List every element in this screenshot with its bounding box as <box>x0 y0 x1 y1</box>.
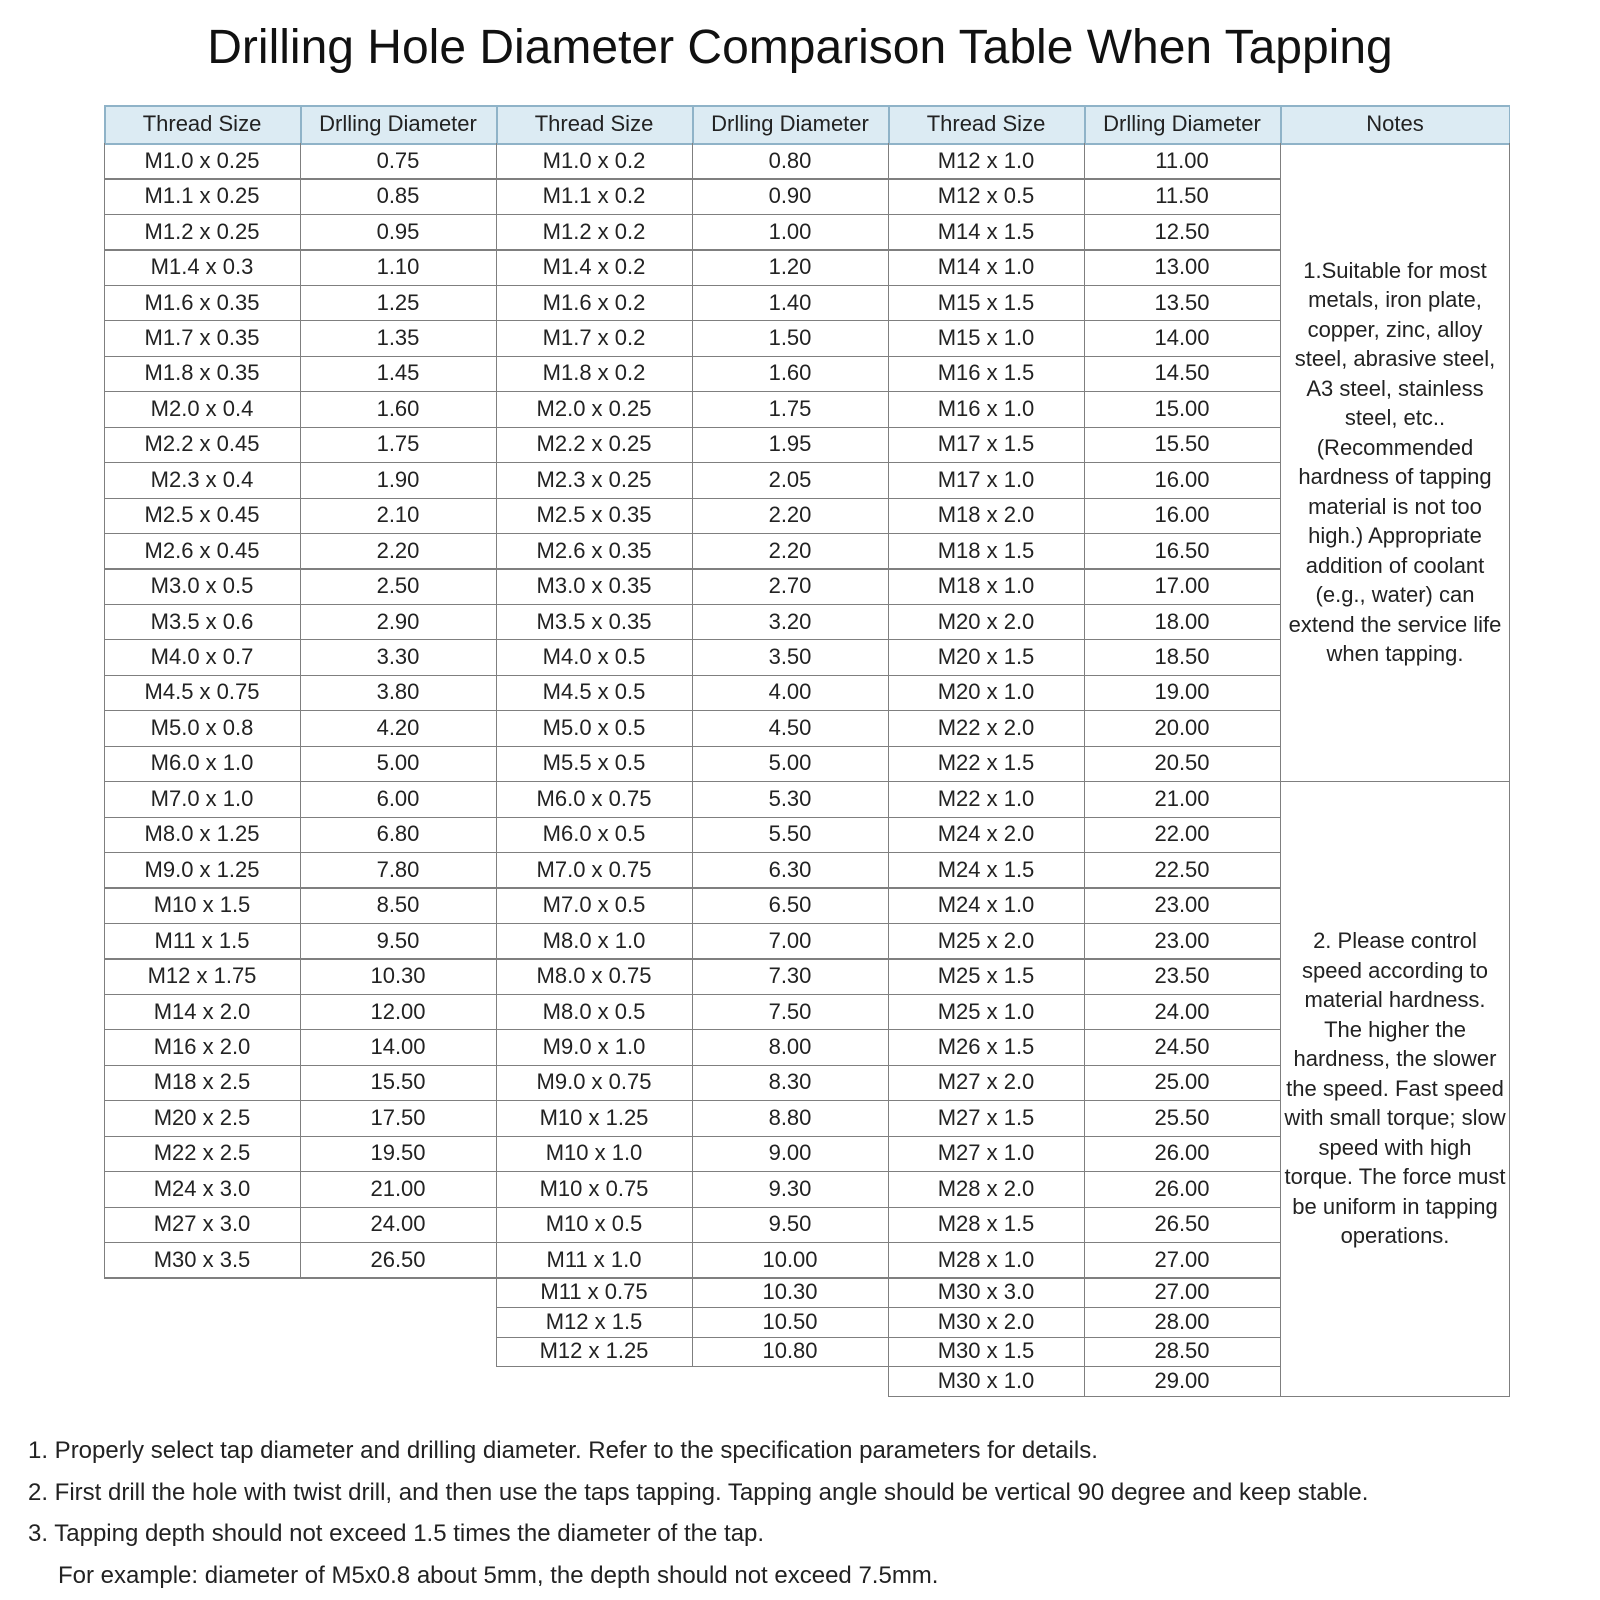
drilling-diameter-cell: 17.50 <box>370 1104 426 1130</box>
drilling-diameter-cell: 25.50 <box>1154 1104 1210 1130</box>
thread-size-cell: M9.0 x 0.75 <box>536 1069 652 1095</box>
drilling-diameter-cell: 2.50 <box>376 573 420 599</box>
drilling-diameter-cell: 16.00 <box>1154 502 1210 528</box>
thread-size-cell: M2.3 x 0.25 <box>536 466 652 492</box>
instruction-3: 3. Tapping depth should not exceed 1.5 times the diameter of the tap. <box>28 1520 765 1547</box>
thread-size-cell: M5.0 x 0.8 <box>150 714 254 740</box>
grid-line <box>888 105 890 143</box>
drilling-diameter-cell: 0.80 <box>768 147 812 173</box>
grid-line <box>692 105 694 143</box>
drilling-diameter-cell: 1.25 <box>376 289 420 315</box>
drilling-diameter-cell: 2.20 <box>376 537 420 563</box>
thread-size-cell: M1.2 x 0.2 <box>542 218 646 244</box>
grid-line <box>888 143 889 1396</box>
page-title: Drilling Hole Diameter Comparison Table When Tapping <box>207 21 1393 74</box>
drilling-diameter-cell: 4.50 <box>768 714 812 740</box>
drilling-diameter-cell: 7.50 <box>768 998 812 1024</box>
grid-line <box>888 1396 1280 1397</box>
drilling-diameter-cell: 1.45 <box>376 360 420 386</box>
thread-size-cell: M5.0 x 0.5 <box>542 714 646 740</box>
drilling-diameter-cell: 26.50 <box>370 1246 426 1272</box>
drilling-diameter-cell: 1.50 <box>768 324 812 350</box>
column-header: Thread Size <box>496 105 692 143</box>
thread-size-cell: M3.0 x 0.35 <box>536 573 652 599</box>
thread-size-cell: M27 x 3.0 <box>153 1211 251 1237</box>
drilling-diameter-cell: 18.00 <box>1154 608 1210 634</box>
thread-size-cell: M10 x 1.5 <box>153 892 251 918</box>
thread-size-cell: M4.5 x 0.5 <box>542 679 646 705</box>
thread-size-cell: M2.0 x 0.25 <box>536 395 652 421</box>
drilling-diameter-cell: 8.80 <box>768 1104 812 1130</box>
drilling-diameter-cell: 7.80 <box>376 856 420 882</box>
thread-size-cell: M9.0 x 1.25 <box>144 856 260 882</box>
thread-size-cell: M1.4 x 0.3 <box>150 254 254 280</box>
drilling-diameter-cell: 16.50 <box>1154 537 1210 563</box>
drilling-diameter-cell: 26.00 <box>1154 1175 1210 1201</box>
grid-line <box>1084 105 1086 143</box>
thread-size-cell: M12 x 1.5 <box>545 1308 643 1334</box>
column-header: Notes <box>1280 105 1510 143</box>
thread-size-cell: M2.6 x 0.35 <box>536 537 652 563</box>
note-2: 2. Please control speed according to material hardness. The higher the hardness, the slower the speed. Fast speed with small torque; slow speed with high torque. The force must be uniform in tapping operations. <box>1284 928 1506 1249</box>
drilling-diameter-cell: 6.30 <box>768 856 812 882</box>
grid-line <box>104 143 105 1277</box>
drilling-diameter-cell: 4.20 <box>376 714 420 740</box>
drilling-diameter-cell: 28.00 <box>1154 1308 1210 1334</box>
drilling-diameter-cell: 21.00 <box>370 1175 426 1201</box>
drilling-diameter-cell: 6.00 <box>376 785 420 811</box>
thread-size-cell: M2.2 x 0.45 <box>144 431 260 457</box>
drilling-diameter-cell: 10.00 <box>762 1246 818 1272</box>
drilling-diameter-cell: 12.00 <box>370 998 426 1024</box>
drilling-diameter-cell: 3.50 <box>768 644 812 670</box>
thread-size-cell: M1.8 x 0.2 <box>542 360 646 386</box>
thread-size-cell: M14 x 1.0 <box>937 254 1035 280</box>
thread-size-cell: M4.0 x 0.7 <box>150 644 254 670</box>
thread-size-cell: M1.8 x 0.35 <box>144 360 260 386</box>
thread-size-cell: M27 x 2.0 <box>937 1069 1035 1095</box>
thread-size-cell: M8.0 x 1.0 <box>542 927 646 953</box>
thread-size-cell: M17 x 1.0 <box>937 466 1035 492</box>
drilling-diameter-cell: 10.30 <box>762 1279 818 1305</box>
thread-size-cell: M12 x 1.75 <box>147 963 257 989</box>
thread-size-cell: M24 x 1.0 <box>937 892 1035 918</box>
thread-size-cell: M2.3 x 0.4 <box>150 466 254 492</box>
thread-size-cell: M2.2 x 0.25 <box>536 431 652 457</box>
drilling-diameter-cell: 9.50 <box>376 927 420 953</box>
drilling-diameter-cell: 21.00 <box>1154 785 1210 811</box>
drilling-diameter-cell: 15.50 <box>1154 431 1210 457</box>
thread-size-cell: M6.0 x 0.5 <box>542 821 646 847</box>
thread-size-cell: M1.2 x 0.25 <box>144 218 260 244</box>
thread-size-cell: M16 x 1.5 <box>937 360 1035 386</box>
thread-size-cell: M2.0 x 0.4 <box>150 395 254 421</box>
thread-size-cell: M2.5 x 0.45 <box>144 502 260 528</box>
thread-size-cell: M30 x 3.0 <box>937 1279 1035 1305</box>
thread-size-cell: M8.0 x 1.25 <box>144 821 260 847</box>
thread-size-cell: M22 x 2.0 <box>937 714 1035 740</box>
drilling-diameter-cell: 27.00 <box>1154 1246 1210 1272</box>
drilling-diameter-cell: 5.50 <box>768 821 812 847</box>
thread-size-cell: M20 x 1.0 <box>937 679 1035 705</box>
grid-line <box>1509 105 1511 143</box>
thread-size-cell: M25 x 1.5 <box>937 963 1035 989</box>
thread-size-cell: M11 x 1.5 <box>154 927 250 953</box>
drilling-diameter-cell: 3.20 <box>768 608 812 634</box>
drilling-diameter-cell: 11.50 <box>1155 183 1209 209</box>
drilling-diameter-cell: 1.95 <box>768 431 812 457</box>
grid-line <box>104 1277 496 1278</box>
grid-line <box>300 105 302 143</box>
thread-size-cell: M24 x 2.0 <box>937 821 1035 847</box>
drilling-diameter-cell: 22.00 <box>1154 821 1210 847</box>
drilling-diameter-cell: 13.00 <box>1154 254 1210 280</box>
column-header: Drlling Diameter <box>1084 105 1280 143</box>
drilling-diameter-cell: 3.80 <box>376 679 420 705</box>
thread-size-cell: M15 x 1.0 <box>937 324 1035 350</box>
thread-size-cell: M10 x 0.75 <box>539 1175 649 1201</box>
drilling-diameter-cell: 25.00 <box>1154 1069 1210 1095</box>
drilling-diameter-cell: 20.00 <box>1154 714 1210 740</box>
drilling-diameter-cell: 2.10 <box>376 502 420 528</box>
grid-line <box>1280 143 1281 1396</box>
thread-size-cell: M1.1 x 0.25 <box>144 183 260 209</box>
drilling-diameter-cell: 2.20 <box>768 537 812 563</box>
drilling-diameter-cell: 8.00 <box>768 1033 812 1059</box>
thread-size-cell: M6.0 x 1.0 <box>150 750 254 776</box>
drilling-diameter-cell: 1.00 <box>768 218 812 244</box>
drilling-diameter-cell: 5.00 <box>376 750 420 776</box>
drilling-diameter-cell: 14.00 <box>1154 324 1210 350</box>
drilling-diameter-cell: 2.20 <box>768 502 812 528</box>
thread-size-cell: M18 x 2.0 <box>937 502 1035 528</box>
thread-size-cell: M24 x 3.0 <box>153 1175 251 1201</box>
thread-size-cell: M20 x 2.5 <box>153 1104 251 1130</box>
thread-size-cell: M1.0 x 0.2 <box>542 147 646 173</box>
grid-line <box>496 143 497 1366</box>
drilling-diameter-cell: 6.50 <box>768 892 812 918</box>
instructions-list <box>28 1430 1588 1596</box>
thread-size-cell: M24 x 1.5 <box>937 856 1035 882</box>
thread-size-cell: M26 x 1.5 <box>937 1033 1035 1059</box>
drilling-diameter-cell: 23.50 <box>1154 963 1210 989</box>
thread-size-cell: M4.0 x 0.5 <box>542 644 646 670</box>
drilling-diameter-cell: 2.05 <box>768 466 812 492</box>
drilling-diameter-cell: 15.50 <box>370 1069 426 1095</box>
thread-size-cell: M12 x 1.0 <box>937 147 1035 173</box>
thread-size-cell: M11 x 1.0 <box>546 1246 642 1272</box>
drilling-diameter-cell: 24.00 <box>370 1211 426 1237</box>
thread-size-cell: M3.0 x 0.5 <box>150 573 254 599</box>
grid-line <box>1084 143 1085 1396</box>
thread-size-cell: M28 x 2.0 <box>937 1175 1035 1201</box>
thread-size-cell: M20 x 2.0 <box>937 608 1035 634</box>
column-header: Thread Size <box>104 105 300 143</box>
drilling-diameter-cell: 3.30 <box>376 644 420 670</box>
drilling-diameter-cell: 9.50 <box>768 1211 812 1237</box>
thread-size-cell: M28 x 1.0 <box>937 1246 1035 1272</box>
thread-size-cell: M12 x 0.5 <box>937 183 1035 209</box>
drilling-diameter-cell: 26.00 <box>1154 1140 1210 1166</box>
grid-line <box>104 105 106 143</box>
drilling-diameter-cell: 14.50 <box>1154 360 1210 386</box>
grid-line <box>496 105 498 143</box>
grid-line <box>300 143 301 1277</box>
drilling-diameter-cell: 2.70 <box>768 573 812 599</box>
drilling-diameter-cell: 1.35 <box>376 324 420 350</box>
thread-size-cell: M30 x 2.0 <box>937 1308 1035 1334</box>
drilling-diameter-cell: 8.30 <box>768 1069 812 1095</box>
thread-size-cell: M2.5 x 0.35 <box>536 502 652 528</box>
grid-line <box>692 143 693 1366</box>
thread-size-cell: M18 x 1.5 <box>937 537 1035 563</box>
grid-line <box>1280 781 1510 782</box>
drilling-diameter-cell: 1.60 <box>768 360 812 386</box>
thread-size-cell: M20 x 1.5 <box>937 644 1035 670</box>
drilling-diameter-cell: 19.50 <box>370 1140 426 1166</box>
grid-line <box>1280 105 1282 143</box>
thread-size-cell: M9.0 x 1.0 <box>542 1033 646 1059</box>
thread-size-cell: M18 x 1.0 <box>937 573 1035 599</box>
thread-size-cell: M1.7 x 0.2 <box>542 324 646 350</box>
thread-size-cell: M22 x 1.0 <box>937 785 1035 811</box>
thread-size-cell: M25 x 1.0 <box>937 998 1035 1024</box>
thread-size-cell: M6.0 x 0.75 <box>536 785 652 811</box>
thread-size-cell: M2.6 x 0.45 <box>144 537 260 563</box>
thread-size-cell: M1.1 x 0.2 <box>542 183 646 209</box>
thread-size-cell: M7.0 x 1.0 <box>150 785 254 811</box>
grid-line <box>1280 1396 1510 1397</box>
drilling-diameter-cell: 11.00 <box>1155 147 1209 173</box>
thread-size-cell: M30 x 1.5 <box>937 1338 1035 1364</box>
thread-size-cell: M14 x 2.0 <box>153 998 251 1024</box>
drilling-diameter-cell: 7.30 <box>768 963 812 989</box>
instruction-1: 1. Properly select tap diameter and drilling diameter. Refer to the specification parameters for details. <box>28 1437 1098 1464</box>
drilling-diameter-cell: 20.50 <box>1154 750 1210 776</box>
thread-size-cell: M30 x 3.5 <box>153 1246 251 1272</box>
thread-size-cell: M27 x 1.0 <box>937 1140 1035 1166</box>
drilling-diameter-cell: 23.00 <box>1154 892 1210 918</box>
drilling-diameter-cell: 0.75 <box>376 147 420 173</box>
drilling-diameter-cell: 1.60 <box>376 395 420 421</box>
thread-size-cell: M14 x 1.5 <box>937 218 1035 244</box>
drilling-diameter-cell: 1.10 <box>376 254 420 280</box>
thread-size-cell: M10 x 0.5 <box>545 1211 643 1237</box>
grid-line <box>104 105 1510 107</box>
thread-size-cell: M7.0 x 0.5 <box>542 892 646 918</box>
thread-size-cell: M12 x 1.25 <box>539 1338 649 1364</box>
drilling-diameter-cell: 9.00 <box>768 1140 812 1166</box>
drilling-diameter-cell: 10.30 <box>370 963 426 989</box>
drilling-diameter-cell: 12.50 <box>1154 218 1210 244</box>
drilling-diameter-cell: 13.50 <box>1154 289 1210 315</box>
drilling-diameter-cell: 14.00 <box>370 1033 426 1059</box>
instruction-2: 2. First drill the hole with twist drill, and then use the taps tapping. Tapping angle should be vertical 90 degree and keep stable. <box>28 1478 1369 1506</box>
column-header: Drlling Diameter <box>300 105 496 143</box>
drilling-diameter-cell: 9.30 <box>768 1175 812 1201</box>
thread-size-cell: M7.0 x 0.75 <box>536 856 652 882</box>
drilling-diameter-cell: 0.95 <box>376 218 420 244</box>
drilling-diameter-cell: 24.00 <box>1154 998 1210 1024</box>
drilling-diameter-cell: 22.50 <box>1154 856 1210 882</box>
drilling-diameter-cell: 5.30 <box>768 785 812 811</box>
grid-line <box>496 1366 888 1367</box>
drilling-diameter-cell: 7.00 <box>768 927 812 953</box>
drilling-diameter-cell: 24.50 <box>1154 1033 1210 1059</box>
drilling-diameter-cell: 27.00 <box>1154 1279 1210 1305</box>
thread-size-cell: M1.6 x 0.2 <box>542 289 646 315</box>
thread-size-cell: M18 x 2.5 <box>153 1069 251 1095</box>
thread-size-cell: M3.5 x 0.6 <box>150 608 254 634</box>
thread-size-cell: M16 x 2.0 <box>153 1033 251 1059</box>
drilling-diameter-cell: 0.90 <box>768 183 812 209</box>
drilling-diameter-cell: 23.00 <box>1154 927 1210 953</box>
thread-size-cell: M8.0 x 0.5 <box>542 998 646 1024</box>
thread-size-cell: M15 x 1.5 <box>937 289 1035 315</box>
thread-size-cell: M22 x 1.5 <box>937 750 1035 776</box>
thread-size-cell: M1.7 x 0.35 <box>144 324 260 350</box>
thread-size-cell: M27 x 1.5 <box>937 1104 1035 1130</box>
drilling-diameter-cell: 6.80 <box>376 821 420 847</box>
thread-size-cell: M1.6 x 0.35 <box>144 289 260 315</box>
instruction-example: For example: diameter of M5x0.8 about 5mm, the depth should not exceed 7.5mm. <box>58 1561 939 1589</box>
thread-size-cell: M16 x 1.0 <box>937 395 1035 421</box>
drilling-diameter-cell: 1.40 <box>768 289 812 315</box>
grid-line <box>104 143 1510 145</box>
thread-size-cell: M28 x 1.5 <box>937 1211 1035 1237</box>
thread-size-cell: M5.5 x 0.5 <box>542 750 646 776</box>
column-header: Thread Size <box>888 105 1084 143</box>
drilling-diameter-cell: 1.90 <box>376 466 420 492</box>
drilling-diameter-cell: 1.75 <box>768 395 812 421</box>
drilling-diameter-cell: 1.75 <box>376 431 420 457</box>
thread-size-cell: M4.5 x 0.75 <box>144 679 260 705</box>
drilling-diameter-cell: 2.90 <box>376 608 420 634</box>
thread-size-cell: M22 x 2.5 <box>153 1140 251 1166</box>
thread-size-cell: M30 x 1.0 <box>937 1367 1035 1393</box>
drilling-diameter-cell: 28.50 <box>1154 1338 1210 1364</box>
drilling-diameter-cell: 18.50 <box>1154 644 1210 670</box>
drilling-diameter-cell: 16.00 <box>1154 466 1210 492</box>
note-1: 1.Suitable for most metals, iron plate, copper, zinc, alloy steel, abrasive steel, A3 steel, stainless steel, etc..(Recommended hardness of tapping material is not too high.) Appropriate addition of coolant (e.g., water) can extend the service life when tapping. <box>1288 257 1502 667</box>
column-header: Drlling Diameter <box>692 105 888 143</box>
drilling-diameter-cell: 17.00 <box>1154 573 1210 599</box>
drilling-diameter-cell: 10.50 <box>762 1308 818 1334</box>
comparison-table <box>104 105 1510 1400</box>
thread-size-cell: M8.0 x 0.75 <box>536 963 652 989</box>
thread-size-cell: M1.0 x 0.25 <box>144 147 260 173</box>
drilling-diameter-cell: 4.00 <box>768 679 812 705</box>
drilling-diameter-cell: 29.00 <box>1154 1367 1210 1393</box>
thread-size-cell: M11 x 0.75 <box>540 1279 648 1305</box>
drilling-diameter-cell: 19.00 <box>1154 679 1210 705</box>
thread-size-cell: M10 x 1.25 <box>539 1104 649 1130</box>
drilling-diameter-cell: 0.85 <box>376 183 420 209</box>
thread-size-cell: M25 x 2.0 <box>937 927 1035 953</box>
drilling-diameter-cell: 5.00 <box>768 750 812 776</box>
drilling-diameter-cell: 10.80 <box>762 1338 818 1364</box>
drilling-diameter-cell: 1.20 <box>768 254 812 280</box>
grid-line <box>1509 143 1510 1396</box>
thread-size-cell: M1.4 x 0.2 <box>542 254 646 280</box>
drilling-diameter-cell: 26.50 <box>1154 1211 1210 1237</box>
thread-size-cell: M3.5 x 0.35 <box>536 608 652 634</box>
drilling-diameter-cell: 8.50 <box>376 892 420 918</box>
thread-size-cell: M17 x 1.5 <box>937 431 1035 457</box>
drilling-diameter-cell: 15.00 <box>1154 395 1210 421</box>
thread-size-cell: M10 x 1.0 <box>545 1140 643 1166</box>
